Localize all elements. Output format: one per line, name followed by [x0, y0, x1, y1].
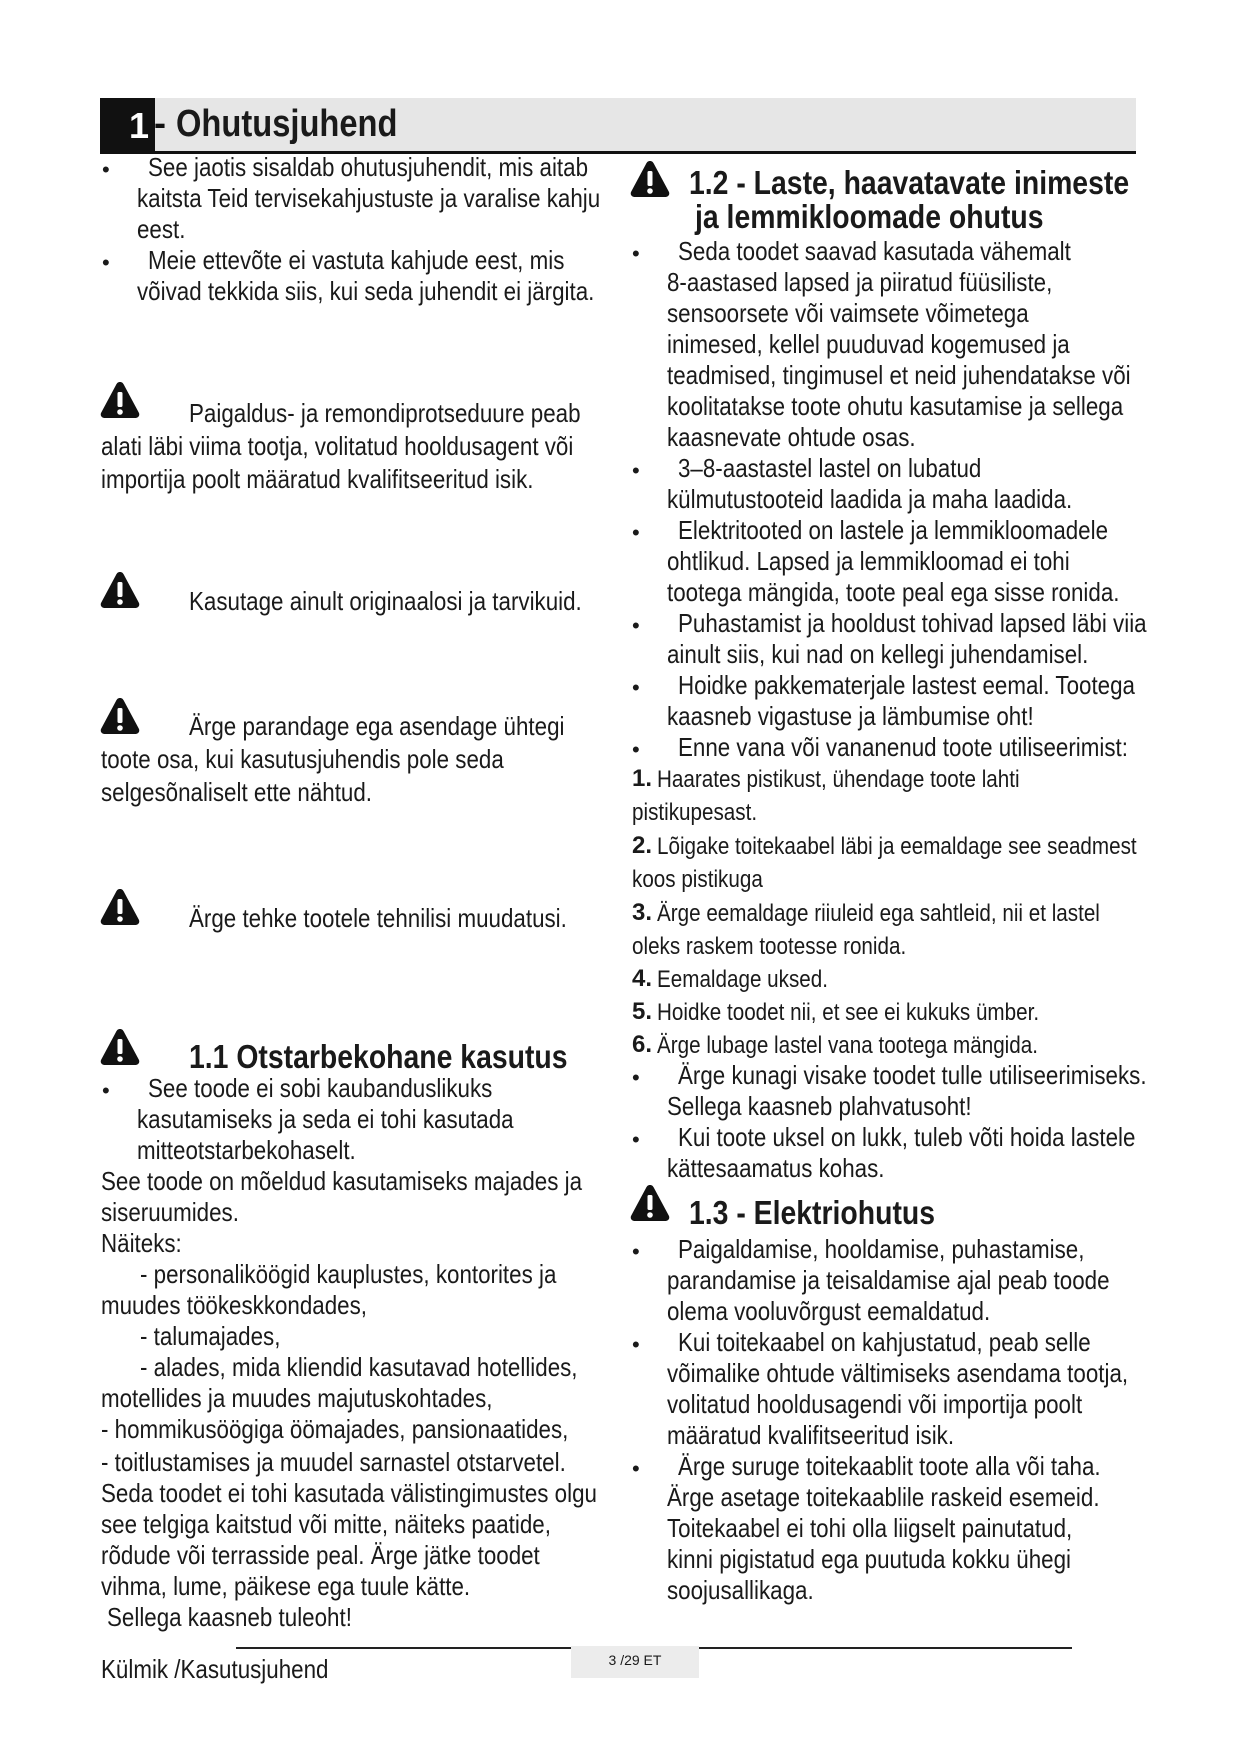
- s13-bullet-1: Paigaldamise, hooldamise, puhastamise,: [678, 1234, 1085, 1264]
- bullet-dot: •: [102, 250, 110, 275]
- step-number: 4.: [632, 965, 653, 992]
- intro-bullet-1-line-1: See jaotis sisaldab ohutusjuhendit, mis aitab: [148, 152, 589, 182]
- s11-bullet-line-1: See toode ei sobi kaubanduslikuks: [148, 1073, 493, 1103]
- step-number: 5.: [632, 998, 653, 1025]
- s11-text: siseruumides.: [101, 1197, 239, 1227]
- warning-icon: [100, 1028, 140, 1066]
- s12-bullet-3: ohtlikud. Lapsed ja lemmikloomad ei tohi: [667, 546, 1070, 576]
- step-text: pistikupesast.: [632, 799, 758, 826]
- step-text: koos pistikuga: [632, 866, 763, 893]
- s12-bullet-2: külmutustooteid laadida ja maha laadida.: [667, 484, 1073, 514]
- s11-bullet-line-2: kasutamiseks ja seda ei tohi kasutada: [137, 1104, 514, 1134]
- s13-bullet-3: kinni pigistatud ega puutuda kokku ühegi: [667, 1544, 1072, 1574]
- s12-bullet-3: Elektritooted on lastele ja lemmikloomadele: [678, 515, 1109, 545]
- s11-text: Näiteks:: [101, 1228, 182, 1258]
- intro-bullet-2-line-1: Meie ettevõte ei vastuta kahjude eest, mis: [148, 245, 565, 275]
- step-text: Haarates pistikust, ühendage toote lahti: [657, 766, 1020, 793]
- s11-text: - toitlustamises ja muudel sarnastel otstarvetel.: [101, 1447, 566, 1477]
- s13-bullet-2: võimalike ohtude vältimiseks asendama tootja,: [667, 1358, 1129, 1388]
- s12-bullet-4: ainult siis, kui nad on kellegi juhendamisel.: [667, 639, 1089, 669]
- s12-bullet-4: Puhastamist ja hooldust tohivad lapsed läbi viia: [678, 608, 1147, 638]
- step-text: Ärge lubage lastel vana tootega mängida.: [657, 1032, 1038, 1059]
- section-number-box: [100, 98, 155, 154]
- warning-1-line-2: alati läbi viima tootja, volitatud hooldusagent või: [101, 431, 574, 461]
- bullet-dot: •: [632, 520, 640, 545]
- bullet-dot: •: [632, 1065, 640, 1090]
- warning-icon: [100, 381, 140, 419]
- step-text: Lõigake toitekaabel läbi ja eemaldage see seadmest: [657, 833, 1137, 860]
- step-text: Eemaldage uksed.: [657, 966, 828, 993]
- bullet-dot: •: [632, 1127, 640, 1152]
- warning-3-line-2: toote osa, kui kasutusjuhendis pole seda: [101, 744, 504, 774]
- step-text: Ärge eemaldage riiuleid ega sahtleid, nii et lastel: [657, 900, 1100, 927]
- warning-1-line-1: Paigaldus- ja remondiprotseduure peab: [189, 398, 581, 428]
- bullet-dot: •: [632, 1456, 640, 1481]
- footer-doc-title: Külmik /Kasutusjuhend: [101, 1654, 329, 1684]
- intro-bullet-1-line-3: eest.: [137, 214, 186, 244]
- page-title: Ohutusjuhend: [176, 103, 398, 145]
- warning-icon: [630, 160, 670, 198]
- bullet-dot: •: [632, 241, 640, 266]
- warning-icon: [630, 1184, 670, 1222]
- warning-4-text: Ärge tehke tootele tehnilisi muudatusi.: [189, 903, 567, 933]
- bullet-dot: •: [632, 1332, 640, 1357]
- warning-1-line-3: importija poolt määratud kvalifitseeritud isik.: [101, 464, 534, 494]
- s12-bullet-2: 3–8-aastastel lastel on lubatud: [678, 453, 982, 483]
- s13-bullet-3: Ärge suruge toitekaablit toote alla või taha.: [678, 1451, 1101, 1481]
- intro-bullet-2-line-2: võivad tekkida siis, kui seda juhendit ei järgita.: [137, 276, 595, 306]
- s11-text: - hommikusöögiga öömajades, pansionaatides,: [101, 1414, 569, 1444]
- warning-icon: [100, 697, 140, 735]
- s12-bullet-1: sensoorsete või vaimsete võimetega: [667, 298, 1029, 328]
- warning-icon: [100, 571, 140, 609]
- bullet-dot: •: [632, 458, 640, 483]
- s13-bullet-1: olema vooluvõrgust eemaldatud.: [667, 1296, 991, 1326]
- header-dash: -: [154, 102, 166, 143]
- s12-bullet-1: koolitatakse toote ohutu kasutamise ja sellega: [667, 391, 1124, 421]
- s12-bullet-1: Seda toodet saavad kasutada vähemalt: [678, 236, 1071, 266]
- section-1-2-title-line-1: 1.2 - Laste, haavatavate inimeste: [689, 164, 1130, 201]
- s11-text: see telgiga kaitstud või mitte, näiteks paatide,: [101, 1509, 551, 1539]
- s11-text: - personaliköögid kauplustes, kontorites ja: [140, 1259, 557, 1289]
- step-text: oleks raskem tootesse ronida.: [632, 933, 907, 960]
- s11-text: Sellega kaasneb tuleoht!: [107, 1602, 352, 1632]
- warning-2-text: Kasutage ainult originaalosi ja tarvikuid.: [189, 586, 582, 616]
- section-number: 1: [128, 105, 149, 146]
- s11-text: - alades, mida kliendid kasutavad hotellides,: [140, 1352, 578, 1382]
- section-1-2-title-line-2: ja lemmikloomade ohutus: [695, 198, 1044, 235]
- section-header: [100, 98, 1136, 154]
- warning-3-line-3: selgesõnaliselt ette nähtud.: [101, 777, 373, 807]
- bullet-dot: •: [632, 1239, 640, 1264]
- warning-icon: [100, 888, 140, 926]
- s11-text: motellides ja muudes majutuskohtades,: [101, 1383, 493, 1413]
- bullet-dot: •: [632, 613, 640, 638]
- bullet-dot: •: [632, 675, 640, 700]
- s12-bullet-5: kaasneb vigastuse ja lämbumise oht!: [667, 701, 1034, 731]
- s13-bullet-3: Toitekaabel ei tohi olla liigselt painutatud,: [667, 1513, 1073, 1543]
- s12-after-bullet-1: Ärge kunagi visake toodet tulle utiliseerimiseks.: [678, 1060, 1147, 1090]
- s12-bullet-1: 8-aastased lapsed ja piiratud füüsiliste,: [667, 267, 1053, 297]
- s11-text: - talumajades,: [140, 1321, 281, 1351]
- s12-bullet-6: Enne vana või vananenud toote utiliseerimist:: [678, 732, 1128, 762]
- bullet-dot: •: [102, 157, 110, 182]
- step-number: 3.: [632, 899, 653, 926]
- s13-bullet-3: soojusallikaga.: [667, 1575, 814, 1605]
- s12-after-bullet-1: Sellega kaasneb plahvatusoht!: [667, 1091, 972, 1121]
- s13-bullet-2: Kui toitekaabel on kahjustatud, peab selle: [678, 1327, 1091, 1357]
- step-number: 6.: [632, 1031, 653, 1058]
- s13-bullet-2: volitatud hooldusagendi või importija poolt: [667, 1389, 1083, 1419]
- step-number: 1.: [632, 765, 653, 792]
- s11-text: Seda toodet ei tohi kasutada välistingimustes olgu: [101, 1478, 597, 1508]
- bullet-dot: •: [632, 737, 640, 762]
- s11-text: rõdude või terrasside peal. Ärge jätke toodet: [101, 1540, 540, 1570]
- step-number: 2.: [632, 832, 653, 859]
- s13-bullet-2: määratud kvalifitseeritud isik.: [667, 1420, 955, 1450]
- s12-bullet-1: teadmised, tingimusel et neid juhendatakse või: [667, 360, 1131, 390]
- s12-after-bullet-2: kättesaamatus kohas.: [667, 1153, 885, 1183]
- s12-after-bullet-2: Kui toote uksel on lukk, tuleb võti hoida lastele: [678, 1122, 1136, 1152]
- s13-bullet-3: Ärge asetage toitekaablile raskeid esemeid.: [667, 1482, 1100, 1512]
- section-1-1-title: 1.1 Otstarbekohane kasutus: [189, 1038, 568, 1075]
- s13-bullet-1: parandamise ja teisaldamise ajal peab toode: [667, 1265, 1110, 1295]
- s11-text: See toode on mõeldud kasutamiseks majades ja: [101, 1166, 583, 1196]
- s11-text: muudes töökeskkondades,: [101, 1290, 368, 1320]
- bullet-dot: •: [102, 1078, 110, 1103]
- page-number: 3 /29 ET: [571, 1646, 699, 1678]
- s12-bullet-5: Hoidke pakkematerjale lastest eemal. Tootega: [678, 670, 1135, 700]
- step-text: Hoidke toodet nii, et see ei kukuks ümber.: [657, 999, 1040, 1026]
- s12-bullet-1: inimesed, kellel puuduvad kogemused ja: [667, 329, 1070, 359]
- section-1-3-title: 1.3 - Elektriohutus: [689, 1194, 936, 1231]
- intro-bullet-1-line-2: kaitsta Teid tervisekahjustuste ja varalise kahju: [137, 183, 601, 213]
- s11-bullet-line-3: mitteotstarbekohaselt.: [137, 1135, 356, 1165]
- s12-bullet-3: tootega mängida, toote peal ega sisse ronida.: [667, 577, 1120, 607]
- warning-3-line-1: Ärge parandage ega asendage ühtegi: [189, 711, 565, 741]
- s12-bullet-1: kaasnevate ohtude osas.: [667, 422, 916, 452]
- s11-text: vihma, lume, päikese ega tuule kätte.: [101, 1571, 471, 1601]
